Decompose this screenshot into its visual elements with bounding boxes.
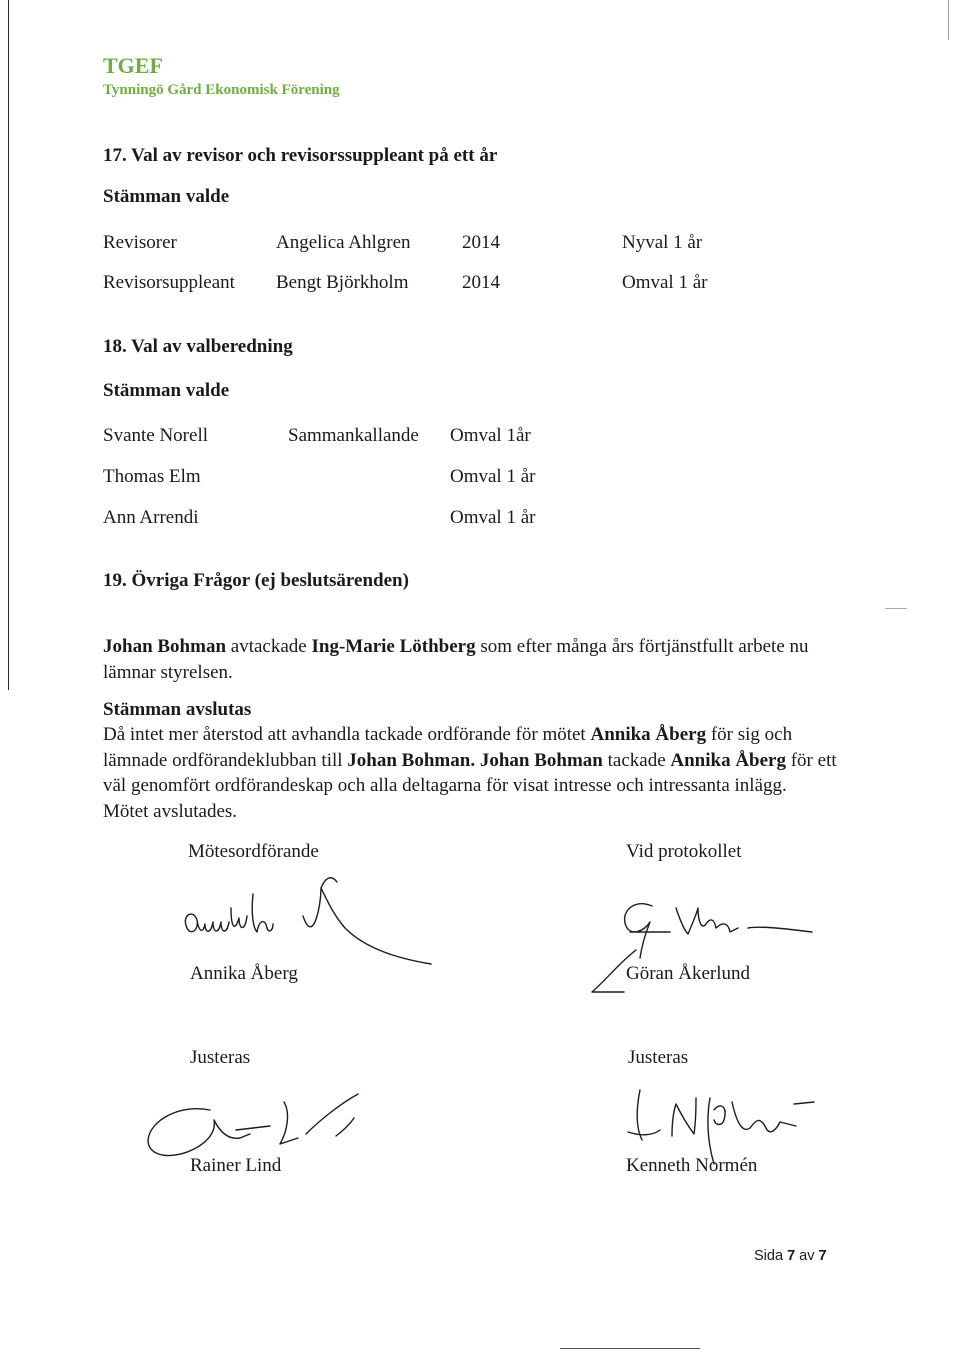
- section-18-heading: 18. Val av valberedning: [103, 336, 293, 357]
- auditor-year: 2014: [462, 232, 500, 253]
- deputy-auditor-name: Bengt Björkholm: [276, 272, 409, 293]
- adjuster-label-1: Justeras: [190, 1047, 251, 1068]
- auditor-term: Nyval 1 år: [622, 232, 703, 253]
- committee-member-term: Omval 1 år: [450, 507, 536, 528]
- adjuster-label-2: Justeras: [628, 1047, 689, 1068]
- auditor-role: Revisorer: [103, 232, 177, 253]
- adjuster-name-1: Rainer Lind: [190, 1155, 282, 1176]
- committee-member-term: Omval 1 år: [450, 466, 536, 487]
- section-19-heading: 19. Övriga Frågor (ej beslutsärenden): [103, 570, 409, 591]
- committee-member-term: Omval 1år: [450, 425, 531, 446]
- deputy-auditor-term: Omval 1 år: [622, 272, 708, 293]
- section-17-subheading: Stämman valde: [103, 186, 230, 207]
- org-name: Tynningö Gård Ekonomisk Förening: [103, 82, 340, 98]
- chair-label: Mötesordförande: [188, 841, 319, 862]
- adjuster-name-2: Kenneth Normén: [626, 1155, 758, 1176]
- committee-member-name: Ann Arrendi: [103, 507, 199, 528]
- section-17-heading: 17. Val av revisor och revisorssuppleant på ett år: [103, 145, 498, 166]
- deputy-auditor-role: Revisorsuppleant: [103, 272, 235, 293]
- closing-heading: Stämman avslutas: [103, 699, 252, 720]
- scan-mark: [885, 608, 907, 609]
- auditor-name: Angelica Ahlgren: [276, 232, 411, 253]
- scan-edge-line: [8, 0, 9, 690]
- committee-member-role: Sammankallande: [288, 425, 419, 446]
- committee-member-name: Thomas Elm: [103, 466, 201, 487]
- chair-signature: [175, 868, 445, 973]
- thanks-paragraph: Johan Bohman avtackade Ing-Marie Löthberg som efter många års förtjänstfullt arbete nu lämnar styrelsen.: [103, 636, 809, 683]
- deputy-auditor-year: 2014: [462, 272, 500, 293]
- chair-name: Annika Åberg: [190, 963, 298, 984]
- scan-edge-line-bottom: [560, 1348, 700, 1349]
- scan-edge-line-top: [948, 0, 949, 40]
- section-18-subheading: Stämman valde: [103, 380, 230, 401]
- committee-member-name: Svante Norell: [103, 425, 209, 446]
- secretary-label: Vid protokollet: [626, 841, 742, 862]
- closing-paragraph: Då intet mer återstod att avhandla tackade ordförande för mötet Annika Åberg för sig och lämnade ordförandeklubban till Johan Bohman. Johan Bohman tackade Annika Åberg för ett väl genomfört ordförandeskap och alla deltagarna för visat intresse och intressanta inlägg. Mötet avslutades.: [103, 724, 837, 822]
- org-abbreviation: TGEF: [103, 53, 163, 78]
- secretary-name: Göran Åkerlund: [626, 963, 750, 984]
- page-number: Sida 7 av 7: [754, 1248, 827, 1264]
